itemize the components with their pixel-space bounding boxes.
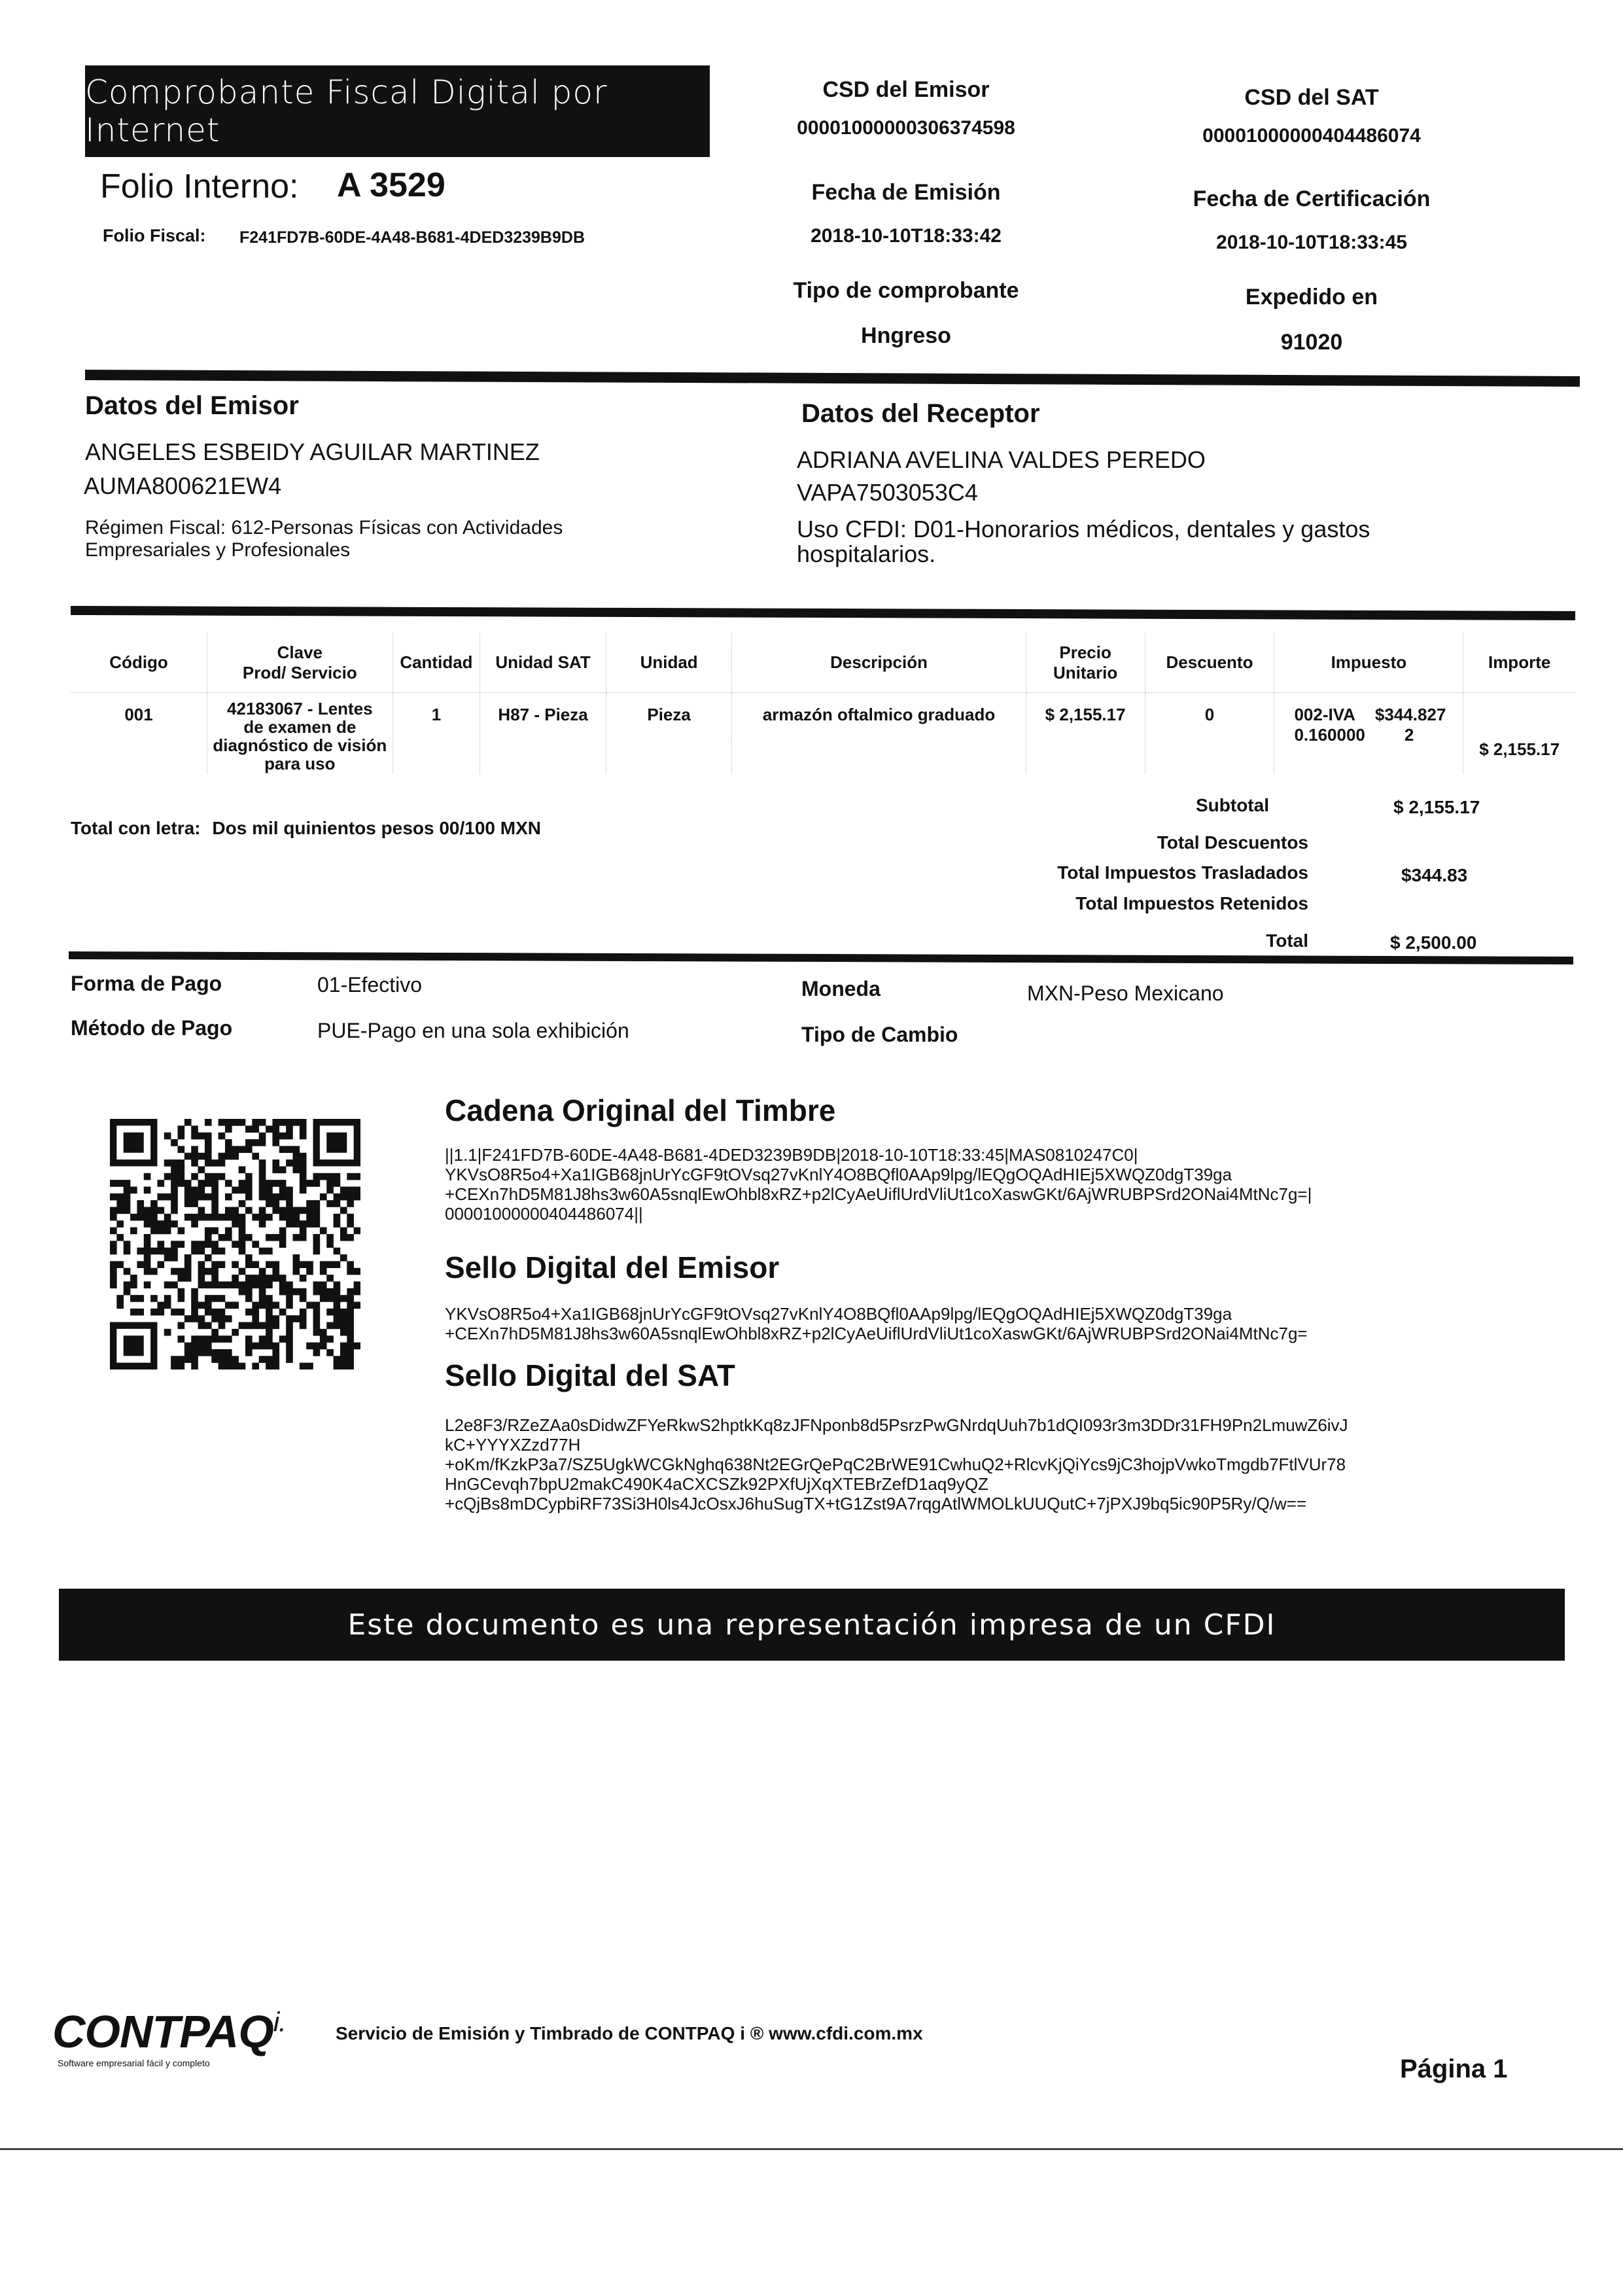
impuesto-tipo: 002-IVA	[1294, 704, 1355, 724]
cell-cantidad: 1	[393, 692, 480, 774]
emisor-regimen	[85, 517, 563, 561]
tipo-comprobante-value: Hngreso	[861, 323, 951, 348]
col-precio-line1: Precio	[1059, 642, 1111, 662]
sello-sat-line-3: +oKm/fKzkP3a7/SZ5UgkWCGkNghq638Nt2EGrQePqC2BrWE91CwhuQ2+RlcvKjQiYcs9jC3hojpVwkoTmgdb7FtlVUr78	[445, 1455, 1346, 1474]
folio-fiscal-label: Folio Fiscal:	[103, 226, 206, 245]
fecha-emision-label: Fecha de Emisión	[811, 180, 1001, 205]
impuestos-trasladados-label: Total Impuestos Trasladados	[1057, 862, 1308, 883]
col-clave-line2: Prod/ Servicio	[242, 662, 357, 682]
expedido-en-value: 91020	[1280, 330, 1343, 355]
qr-code-icon	[110, 1119, 360, 1369]
sello-sat-line-2: kC+YYYXZzd77H	[445, 1435, 581, 1455]
cell-unidad-sat: H87 - Pieza	[480, 692, 606, 774]
cadena-original-text	[445, 1145, 1570, 1224]
emisor-rfc: AUMA800621EW4	[84, 472, 282, 499]
sello-sat-title: Sello Digital del SAT	[445, 1358, 735, 1392]
sello-sat-line-1: L2e8F3/RZeZAa0sDidwZFYeRkwS2hptkKq8zJFNponb8d5PsrzPwGNrdqUuh7b1dQI093r3m3DDr31FH9Pn2LmuwZ6ivJ	[445, 1415, 1348, 1435]
total-label: Total	[1266, 930, 1308, 951]
cell-clave-line1: 42183067 - Lentes	[227, 698, 373, 718]
impuesto-tasa: 0.160000	[1294, 724, 1365, 745]
fecha-certificacion-block	[1164, 186, 1459, 254]
document-title: Comprobante Fiscal Digital por Internet	[85, 73, 608, 149]
tipo-comprobante-label: Tipo de comprobante	[793, 278, 1019, 303]
col-cantidad: Cantidad	[393, 633, 480, 692]
fecha-certificacion-label: Fecha de Certificación	[1193, 186, 1431, 211]
subtotal-label: Subtotal	[1196, 795, 1269, 815]
col-importe: Importe	[1463, 633, 1575, 692]
impuesto-row-1	[1294, 705, 1463, 725]
col-precio	[1026, 633, 1145, 692]
cadena-line-4: 00001000000404486074||	[445, 1204, 643, 1224]
moneda-value: MXN-Peso Mexicano	[1027, 981, 1224, 1005]
impuesto-row-2	[1294, 725, 1463, 745]
col-clave-line1: Clave	[277, 642, 323, 662]
table-top-divider	[71, 606, 1575, 620]
sello-sat-text	[445, 1415, 1570, 1513]
impuesto-monto: $344.827	[1374, 704, 1446, 724]
sello-emisor-line-2: +CEXn7hD5M81J8hs3w60A5snqlEwOhbl8xRZ+p2lCyAeUiflUrdVliUt1coXaswGKt/6AjWRUBPSrd2ONai4MtNc7g=	[445, 1324, 1308, 1343]
forma-pago-label: Forma de Pago	[71, 972, 222, 995]
cell-codigo: 001	[71, 692, 207, 774]
cell-precio: $ 2,155.17	[1026, 692, 1145, 774]
folio-interno-value: A 3529	[337, 166, 445, 204]
total-descuentos-label: Total Descuentos	[1157, 832, 1308, 853]
contpaq-logo-text: CONTPAQ	[52, 2006, 273, 2057]
moneda-label: Moneda	[801, 977, 881, 1000]
col-descripcion: Descripción	[732, 633, 1026, 692]
receptor-title: Datos del Receptor	[801, 399, 1040, 428]
cell-descuento: 0	[1145, 692, 1274, 774]
cadena-original-title: Cadena Original del Timbre	[445, 1093, 836, 1127]
cadena-line-3: +CEXn7hD5M81J8hs3w60A5snqlEwOhbl8xRZ+p2lCyAeUiflUrdVliUt1coXaswGKt/6AjWRUBPSrd2ONai4MtNc7g=|	[445, 1184, 1312, 1204]
cadena-line-2: YKVsO8R5o4+Xa1IGB68jnUrYcGF9tOVsq27vKnlY4O8BQfl0AAp9lpg/lEQgOQAdHIEj5XWQZ0dgT39ga	[445, 1165, 1232, 1184]
subtotal-value: $ 2,155.17	[1393, 797, 1480, 817]
fecha-emision-block	[759, 180, 1053, 247]
cell-clave-line2: de examen de	[243, 716, 357, 737]
header-divider	[85, 370, 1580, 387]
bottom-divider	[0, 2148, 1623, 2150]
sello-emisor-line-1: YKVsO8R5o4+Xa1IGB68jnUrYcGF9tOVsq27vKnlY4O8BQfl0AAp9lpg/lEQgOQAdHIEj5XWQZ0dgT39ga	[445, 1304, 1232, 1324]
cell-descripcion: armazón oftalmico graduado	[732, 692, 1026, 774]
document-title-box	[85, 65, 710, 157]
total-con-letra-value: Dos mil quinientos pesos 00/100 MXN	[212, 818, 541, 838]
cadena-line-1: ||1.1|F241FD7B-60DE-4A48-B681-4DED3239B9DB|2018-10-10T18:33:45|MAS0810247C0|	[445, 1145, 1138, 1165]
forma-pago-value: 01-Efectivo	[317, 973, 423, 997]
expedido-en-label: Expedido en	[1245, 285, 1378, 309]
receptor-rfc: VAPA7503053C4	[797, 479, 978, 506]
cell-impuesto	[1274, 692, 1463, 774]
csd-sat-value: 00001000000404486074	[1202, 125, 1421, 147]
csd-sat-label: CSD del SAT	[1244, 85, 1379, 110]
contpaq-logo	[52, 2005, 286, 2058]
emisor-name: ANGELES ESBEIDY AGUILAR MARTINEZ	[85, 438, 540, 465]
tipo-comprobante-block	[759, 278, 1053, 349]
impuesto-monto-cont: 2	[1404, 724, 1414, 745]
cell-importe: $ 2,155.17	[1479, 739, 1560, 759]
sello-sat-line-5: +cQjBs8mDCypbiRF73Si3H0ls4JcOsxJ6huSugTX+tG1Zst9A7rqgAtlWMOLkUUQutC+7jPXJ9bq5ic90P5Ry/Q/w==	[445, 1494, 1307, 1513]
receptor-name: ADRIANA AVELINA VALDES PEREDO	[797, 446, 1206, 473]
sello-emisor-title: Sello Digital del Emisor	[445, 1250, 780, 1284]
service-text: Servicio de Emisión y Timbrado de CONTPAQ i ® www.cfdi.com.mx	[336, 2023, 923, 2043]
cell-clave-line3: diagnóstico de visión	[213, 735, 387, 755]
receptor-uso-line1: Uso CFDI: D01-Honorarios médicos, dentales y gastos	[797, 516, 1370, 542]
col-descuento: Descuento	[1145, 633, 1274, 692]
tipo-cambio-label: Tipo de Cambio	[801, 1023, 958, 1046]
impuestos-trasladados-value: $344.83	[1401, 865, 1468, 885]
table-row	[71, 692, 1575, 774]
csd-sat-block	[1164, 85, 1459, 147]
emisor-regimen-line1: Régimen Fiscal: 612-Personas Físicas con Actividades	[85, 517, 563, 539]
cfdi-banner-text: Este documento es una representación impresa de un CFDI	[347, 1608, 1276, 1642]
csd-emisor-block	[759, 77, 1053, 139]
col-clave	[207, 633, 393, 692]
cfdi-banner	[59, 1589, 1565, 1661]
sello-emisor-text	[445, 1304, 1570, 1343]
fecha-emision-value: 2018-10-10T18:33:42	[811, 225, 1002, 247]
impuestos-retenidos-label: Total Impuestos Retenidos	[1075, 893, 1308, 913]
total-con-letra-label: Total con letra:	[71, 818, 201, 838]
concepts-table	[71, 633, 1575, 774]
metodo-pago-value: PUE-Pago en una sola exhibición	[317, 1019, 629, 1042]
metodo-pago-label: Método de Pago	[71, 1016, 233, 1040]
cell-unidad: Pieza	[606, 692, 732, 774]
table-header-row	[71, 633, 1575, 692]
page-number: Página 1	[1400, 2055, 1508, 2083]
folio-fiscal-value: F241FD7B-60DE-4A48-B681-4DED3239B9DB	[239, 228, 585, 247]
cell-clave-line4: para uso	[264, 753, 336, 773]
receptor-uso-line2: hospitalarios.	[797, 540, 936, 567]
receptor-uso-cfdi	[797, 517, 1370, 567]
sello-sat-line-4: HnGCevqh7bpU2makC490K4aCXCSZk92PXfUjXqXTEBrZefD1aq9yQZ	[445, 1474, 988, 1494]
folio-interno-label: Folio Interno:	[100, 168, 299, 205]
totals-divider	[69, 951, 1573, 964]
col-precio-line2: Unitario	[1053, 662, 1118, 682]
emisor-regimen-line2: Empresariales y Profesionales	[85, 539, 351, 561]
total-con-letra	[71, 818, 541, 839]
contpaq-logo-i: i.	[273, 2006, 286, 2038]
csd-emisor-label: CSD del Emisor	[822, 77, 990, 102]
fecha-certificacion-value: 2018-10-10T18:33:45	[1216, 232, 1407, 253]
contpaq-tagline: Software empresarial fácil y completo	[58, 2058, 210, 2068]
csd-emisor-value: 00001000000306374598	[797, 117, 1015, 139]
col-unidad-sat: Unidad SAT	[480, 633, 606, 692]
expedido-en-block	[1164, 285, 1459, 355]
total-value: $ 2,500.00	[1390, 932, 1477, 953]
col-impuesto: Impuesto	[1274, 633, 1463, 692]
cell-clave	[207, 692, 393, 774]
col-unidad: Unidad	[606, 633, 732, 692]
col-codigo: Código	[71, 633, 207, 692]
emisor-title: Datos del Emisor	[85, 391, 299, 420]
